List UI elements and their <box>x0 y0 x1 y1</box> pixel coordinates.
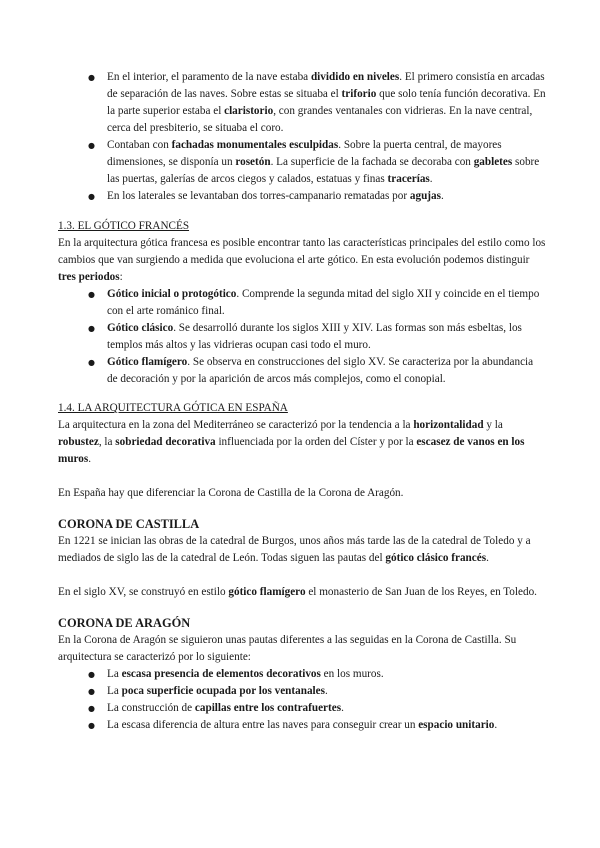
periods-bullet-list <box>58 286 546 388</box>
bold-term: capillas entre los contrafuertes <box>194 702 342 714</box>
list-item: ● Gótico flamígero. Se observa en construcciones del siglo XV. Se caracteriza por la abundancia de decoración y por la aparición de arcos más complejos, como el conopial. <box>107 354 546 388</box>
list-item: ● Gótico clásico. Se desarrolló durante los siglos XIII y XIV. Las formas son más esbeltas, los templos más altos y las vidrieras ocupan casi todo el muro. <box>107 320 546 354</box>
list-item: ● La escasa diferencia de altura entre las naves para conseguir crear un espacio unitario. <box>107 717 546 734</box>
bold-term: robustez <box>58 436 99 448</box>
paragraph: En la Corona de Aragón se siguieron unas pautas diferentes a las seguidas en la Corona de Castilla. Su arquitectura se caracterizó por lo siguiente: <box>58 634 517 663</box>
bold-term: gótico flamígero <box>228 586 306 598</box>
bold-term: fachadas monumentales esculpidas <box>171 139 339 151</box>
aragon-bullet-list <box>58 666 546 734</box>
bold-term: triforio <box>341 88 377 100</box>
bold-term: Gótico inicial o protogótico <box>107 288 237 300</box>
subheading-corona-castilla: CORONA DE CASTILLA <box>58 517 200 531</box>
list-item: ● Contaban con fachadas monumentales esculpidas. Sobre la puerta central, de mayores dimensiones, se disponía un rosetón. La superficie de la fachada se decoraba con gabletes sobre las puertas, galerías de arcos ciegos y calados, estatuas y finas tracerías. <box>107 137 546 188</box>
bold-term: tres periodos <box>58 271 120 283</box>
paragraph: En la arquitectura gótica francesa es posible encontrar tanto las características principales del estilo como los cambios que van surgiendo a medida que evoluciona el arte gótico. En esta evolución podemos distinguir tres periodos: <box>58 237 546 283</box>
subheading-corona-aragon: CORONA DE ARAGÓN <box>58 616 191 630</box>
section-title-arquitectura-espana: 1.4. LA ARQUITECTURA GÓTICA EN ESPAÑA <box>58 402 288 414</box>
bold-term: Gótico flamígero <box>107 356 188 368</box>
paragraph: La arquitectura en la zona del Mediterráneo se caracterizó por la tendencia a la horizontalidad y la robustez, la sobriedad decorativa influenciada por la orden del Císter y por la escasez de vanos en los muros. <box>58 419 525 465</box>
list-item: ● La construcción de capillas entre los contrafuertes. <box>107 700 546 717</box>
bold-term: sobriedad decorativa <box>115 436 216 448</box>
document-page <box>58 69 546 734</box>
intro-bullet-list <box>58 69 546 205</box>
bold-term: dividido en niveles <box>310 71 400 83</box>
list-item: ● La escasa presencia de elementos decorativos en los muros. <box>107 666 546 683</box>
bold-term: agujas <box>409 190 441 202</box>
bold-term: escasa presencia de elementos decorativos <box>121 668 321 680</box>
bold-term: espacio unitario <box>418 719 495 731</box>
bold-term: gótico clásico francés <box>385 552 487 564</box>
list-item: ● La poca superficie ocupada por los ventanales. <box>107 683 546 700</box>
list-item: ● En los laterales se levantaban dos torres-campanario rematadas por agujas. <box>107 188 546 205</box>
paragraph: En España hay que diferenciar la Corona de Castilla de la Corona de Aragón. <box>58 487 404 499</box>
bold-term: horizontalidad <box>413 419 484 431</box>
list-item: ● En el interior, el paramento de la nave estaba dividido en niveles. El primero consistía en arcadas de separación de las naves. Sobre estas se situaba el triforio que solo tenía función decorativa. En la parte superior estaba el claristorio, con grandes ventanales con vidrieras. En la nave central, cerca del presbiterio, se situaba el coro. <box>107 69 546 137</box>
bold-term: rosetón <box>235 156 271 168</box>
paragraph: En el siglo XV, se construyó en estilo gótico flamígero el monasterio de San Juan de los Reyes, en Toledo. <box>58 586 537 598</box>
section-title-gotico-frances: 1.3. EL GÓTICO FRANCÉS <box>58 220 190 232</box>
list-item: ● Gótico inicial o protogótico. Comprende la segunda mitad del siglo XII y coincide en el tiempo con el arte románico final. <box>107 286 546 320</box>
bold-term: claristorio <box>224 105 274 117</box>
bold-term: gabletes <box>473 156 513 168</box>
bold-term: escasez de vanos en los muros <box>58 436 525 465</box>
bold-term: Gótico clásico <box>107 322 174 334</box>
paragraph: En 1221 se inician las obras de la catedral de Burgos, unos años más tarde las de la catedral de Toledo y a mediados de siglo las de la catedral de León. Todas siguen las pautas del gótico clásico francés. <box>58 535 531 564</box>
bold-term: poca superficie ocupada por los ventanales <box>121 685 325 697</box>
bold-term: tracerías <box>387 173 430 185</box>
